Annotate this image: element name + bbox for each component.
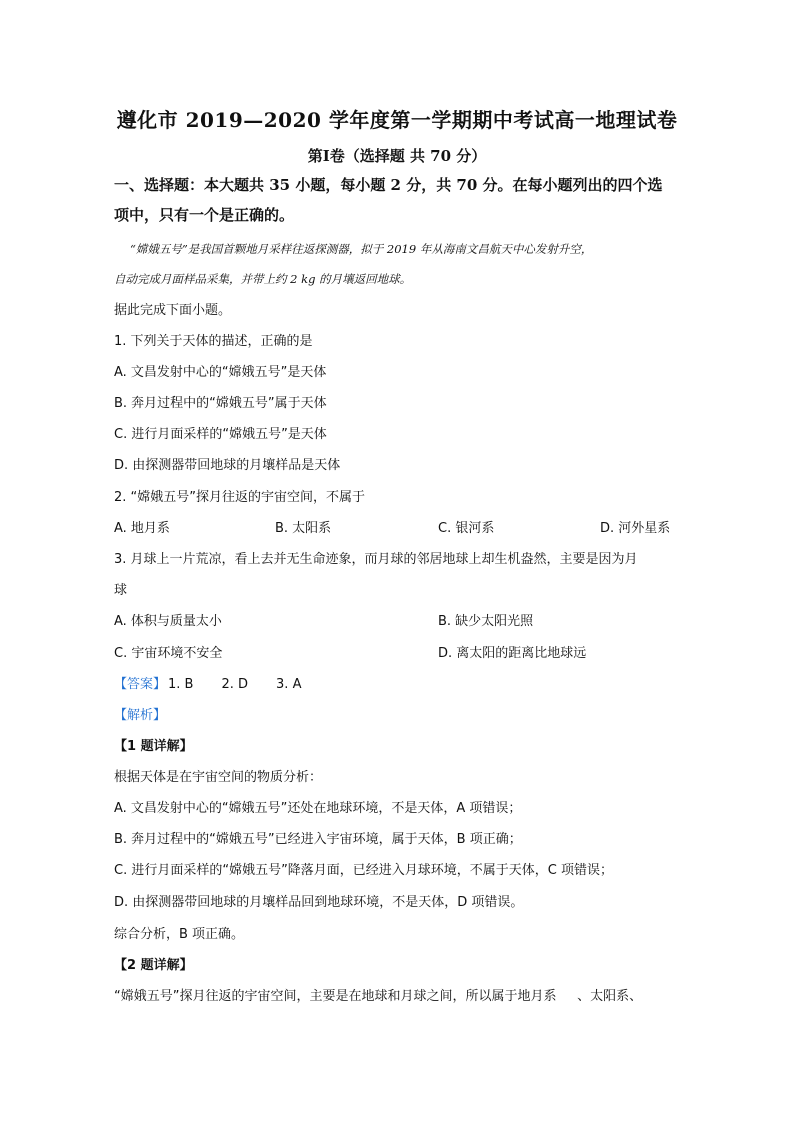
section-heading-line2: 项中，只有一个是正确的。: [114, 206, 295, 224]
question-2-option-c: C. 银河系: [438, 521, 495, 536]
answer-row: [114, 676, 329, 694]
answer-item: 3. A: [276, 677, 302, 692]
passage-line2: 自动完成月面样品采集，并带上约 2 kg 的月壤返回地球。: [114, 272, 412, 286]
detail-1-line: D. 由探测器带回地球的月壤样品回到地球环境，不是天体，D 项错误。: [114, 895, 524, 910]
instruction: 据此完成下面小题。: [114, 303, 232, 318]
question-1-option-c: C. 进行月面采样的“嫦娥五号”是天体: [114, 427, 327, 442]
answer-label: 【答案】: [114, 677, 167, 692]
detail-2-label: 【2 题详解】: [114, 958, 193, 973]
question-3-stem-line2: 球: [114, 583, 128, 598]
question-2-option-d: D. 河外星系: [600, 521, 671, 536]
question-2-option-a: A. 地月系: [114, 521, 170, 536]
question-1-option-a: A. 文昌发射中心的“嫦娥五号”是天体: [114, 365, 327, 380]
answer-item: 2. D: [221, 677, 249, 692]
question-3-option-a: A. 体积与质量太小: [114, 614, 222, 629]
question-3-option-d: D. 离太阳的距离比地球远: [438, 646, 587, 661]
detail-1-line: 根据天体是在宇宙空间的物质分析：: [114, 770, 323, 785]
analysis-label: 【解析】: [114, 708, 167, 723]
question-3-stem-line1: 3. 月球上一片荒凉，看上去并无生命迹象，而月球的邻居地球上却生机盎然，主要是因为月: [114, 552, 638, 567]
detail-1-line: 综合分析，B 项正确。: [114, 927, 245, 942]
detail-1-line: A. 文昌发射中心的“嫦娥五号”还处在地球环境，不是天体，A 项错误；: [114, 801, 522, 816]
question-2-stem: 2. “嫦娥五号”探月往返的宇宙空间，不属于: [114, 490, 366, 505]
question-3-option-c: C. 宇宙环境不安全: [114, 646, 223, 661]
question-1-option-b: B. 奔月过程中的“嫦娥五号”属于天体: [114, 396, 327, 411]
section-heading-line1: 一、选择题：本大题共 35 小题，每小题 2 分，共 70 分。在每小题列出的四个选: [114, 176, 663, 194]
detail-1-line: B. 奔月过程中的“嫦娥五号”已经进入宇宙环境，属于天体，B 项正确；: [114, 832, 522, 847]
question-1-option-d: D. 由探测器带回地球的月壤样品是天体: [114, 458, 341, 473]
answer-item: 1. B: [168, 677, 194, 692]
detail-2-line: “嫦娥五号”探月往返的宇宙空间，主要是在地球和月球之间，所以属于地月系 、太阳系、: [114, 989, 643, 1004]
detail-1-label: 【1 题详解】: [114, 739, 193, 754]
page-subtitle: 第Ⅰ卷（选择题 共 70 分）: [307, 147, 487, 165]
question-1-stem: 1. 下列关于天体的描述，正确的是: [114, 334, 313, 349]
question-3-option-b: B. 缺少太阳光照: [438, 614, 534, 629]
page-title: 遵化市 2019—2020 学年度第一学期期中考试高一地理试卷: [116, 108, 678, 132]
passage-line1: “嫦娥五号”是我国首颗地月采样往返探测器，拟于 2019 年从海南文昌航天中心发射升空，: [130, 242, 593, 256]
question-2-option-b: B. 太阳系: [275, 521, 332, 536]
detail-1-line: C. 进行月面采样的“嫦娥五号”降落月面，已经进入月球环境，不属于天体，C 项错误；: [114, 863, 614, 878]
